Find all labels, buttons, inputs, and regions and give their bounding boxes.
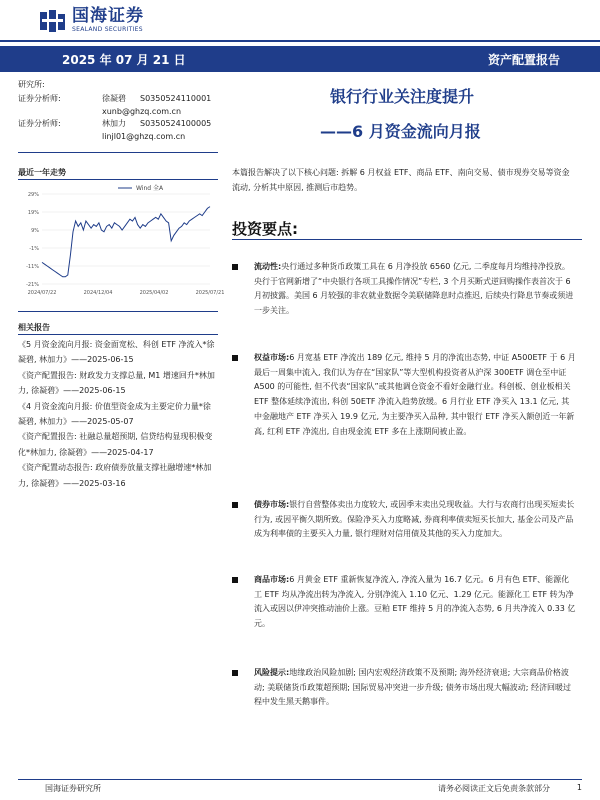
logo-name-cn: 国海证券: [72, 6, 144, 26]
related-reports-list: [18, 337, 218, 491]
key-point-text: 央行通过多种货币政策工具在 6 月净投放 6560 亿元, 二季度每月均维持净投放。央行于官网新增了“中央银行各项工具操作情况”专栏, 3 个月买断式逆回购操作表首次于 6 月初披露。美国 6 月较强的非农就业数据令美联储降息时点推迟, 后续央行降息节奏或须进一步关注。: [254, 262, 574, 316]
analyst-label: 证券分析师:: [18, 119, 61, 128]
report-subtitle: ——6 月资金流向月报: [320, 122, 481, 141]
footer-institute: 国海证券研究所: [45, 784, 101, 793]
chart-y-axis: [26, 192, 39, 288]
key-point-liquidity: [232, 260, 577, 319]
bullet-square-icon: [232, 264, 238, 270]
key-point-text: 6 月黄金 ETF 重新恢复净流入, 净流入量为 16.7 亿元。6 月有色 ETF、能源化工 ETF 均从净流出转为净流入, 分别净流入 1.10 亿元、1.29 亿元。能源化工 ETF 转为净流入或因以伊冲突推动油价上涨。豆粕 ETF 维持 5 月的净流入态势, 6 月共净流入 0.33 亿元。: [254, 575, 576, 629]
analyst-label: 证券分析师:: [18, 94, 61, 103]
section-rule: [18, 311, 218, 312]
bullet-square-icon: [232, 670, 238, 676]
related-report-item[interactable]: 《资产配置报告: 社融总量超预期, 信贷结构显现积极变化*林加力, 徐凝碧》——2025-04-17: [18, 432, 213, 457]
key-point-head: 商品市场:: [254, 575, 290, 584]
key-point-head: 债券市场:: [254, 500, 290, 509]
header-rule: [0, 40, 600, 42]
logo-name-en: SEALAND SECURITIES: [72, 26, 143, 33]
bullet-square-icon: [232, 577, 238, 583]
key-point-head: 权益市场:: [254, 353, 290, 362]
company-logo: [40, 8, 144, 33]
section-rule: [18, 334, 218, 335]
x-tick-label: 2024/12/04: [83, 290, 113, 296]
key-point-head: 风险提示:: [254, 668, 290, 677]
key-point-text: 银行自营整体卖出力度较大, 或因季末卖出兑现收益。大行与农商行出现买短卖长行为, 或因平衡久期所致。保险净买入力度略减, 券商利率债卖短买长加大, 基金公司及产品成为利率债的主要买入力量, 银行理财对信用债及其他的买入力度加大。: [254, 500, 575, 539]
analyst-cert: S0350524100005: [140, 119, 212, 128]
y-tick-label: -11%: [26, 264, 39, 270]
key-points-rule: [232, 239, 582, 240]
summary-text: 本篇报告解决了以下核心问题: 拆解 6 月权益 ETF、商品 ETF、南向交易、债市现券交易等资金流动, 分析其中原因, 推测后市趋势。: [232, 168, 570, 192]
y-tick-label: 9%: [31, 228, 39, 234]
analyst-name: 徐凝碧: [102, 94, 126, 103]
related-report-item[interactable]: 《资产配置动态报告: 政府债券放量支撑社融增速*林加力, 徐凝碧》——2025-03-16: [18, 463, 212, 488]
related-label: 相关报告: [18, 323, 50, 332]
footer-rule: [18, 779, 582, 780]
bullet-square-icon: [232, 355, 238, 361]
bullet-square-icon: [232, 502, 238, 508]
report-date: 2025 年 07 月 21 日: [62, 53, 186, 67]
report-title: 银行行业关注度提升: [330, 87, 475, 106]
series-line: [42, 207, 210, 277]
y-tick-label: -21%: [26, 282, 39, 288]
y-tick-label: -1%: [29, 246, 39, 252]
logo-icon: [40, 10, 66, 32]
y-tick-label: 19%: [27, 210, 39, 216]
page-number: 1: [576, 783, 582, 792]
x-tick-label: 2025/04/02: [139, 290, 169, 296]
key-point-text: 地缘政治风险加剧; 国内宏观经济政策不及预期; 海外经济衰退; 大宗商品价格波动; 美联储货币政策超预期; 国际贸易冲突进一步升级; 债务市场出现大幅波动; 经济回暖过程中发生黑天鹅事件。: [254, 668, 571, 707]
analyst-email[interactable]: xunb@ghzq.com.cn: [102, 107, 182, 116]
related-report-item[interactable]: 《资产配置报告: 财政发力支撑总量, M1 增速回升*林加力, 徐凝碧》——2025-06-15: [18, 370, 215, 396]
report-type: 资产配置报告: [487, 53, 560, 67]
related-report-item[interactable]: 《5 月资金流向月报: 资金面宽松、科创 ETF 净流入*徐凝碧, 林加力》——2025-06-15: [18, 340, 215, 365]
key-points-title: 投资要点:: [232, 220, 298, 238]
x-tick-label: 2024/07/22: [27, 290, 57, 296]
analyst-email[interactable]: linjl01@ghzq.com.cn: [102, 132, 186, 141]
key-point-text: 6 月宽基 ETF 净流出 189 亿元, 维持 5 月的净流出态势, 中证 A500ETF 于 6 月最后一周集中流入, 我们认为存在“国家队”等大型机构投资者从沪深 300ETF 调仓至中证 A500 的可能性, 但不代表“国家队”或其他调仓资金不看好金融行业。科创板、创业板相关 ETF 整体延续净流出, 科创 50ETF 净流入趋势放缓。6 月行业 ETF 净买入 13.1 亿元, 其中金融地产 ETF 净买入 19.9 亿元, 为主要净买入品种, 其中银行 ETF 净买入额创近一年新高, 红利 ETF 净流出, 自由现金流 ETF 多在上涨期间被止盈。: [254, 353, 576, 436]
trend-label: 最近一年走势: [18, 168, 66, 177]
key-point-bond: [232, 498, 577, 542]
key-point-head: 流动性:: [254, 262, 282, 271]
footer-disclaimer: 请务必阅读正文后免责条款部分: [438, 784, 550, 793]
related-report-item[interactable]: 《4 月资金流向月报: 价值型资金成为主要定价力量*徐凝碧, 林加力》——2025-05-07: [18, 401, 211, 427]
analyst-cert: S0350524110001: [140, 94, 212, 103]
key-point-commodity: [232, 573, 577, 632]
trend-chart: [18, 180, 225, 298]
x-tick-label: 2025/07/21: [195, 290, 225, 296]
research-label: 研究所:: [18, 80, 45, 89]
chart-grid: [42, 194, 210, 284]
y-tick-label: 29%: [27, 192, 39, 198]
analyst-name: 林加力: [102, 119, 126, 128]
section-rule: [18, 152, 218, 153]
key-point-risk: [232, 666, 577, 710]
legend-label: Wind 全A: [136, 185, 164, 192]
chart-x-axis: [28, 290, 225, 296]
key-point-equity: [232, 351, 577, 439]
